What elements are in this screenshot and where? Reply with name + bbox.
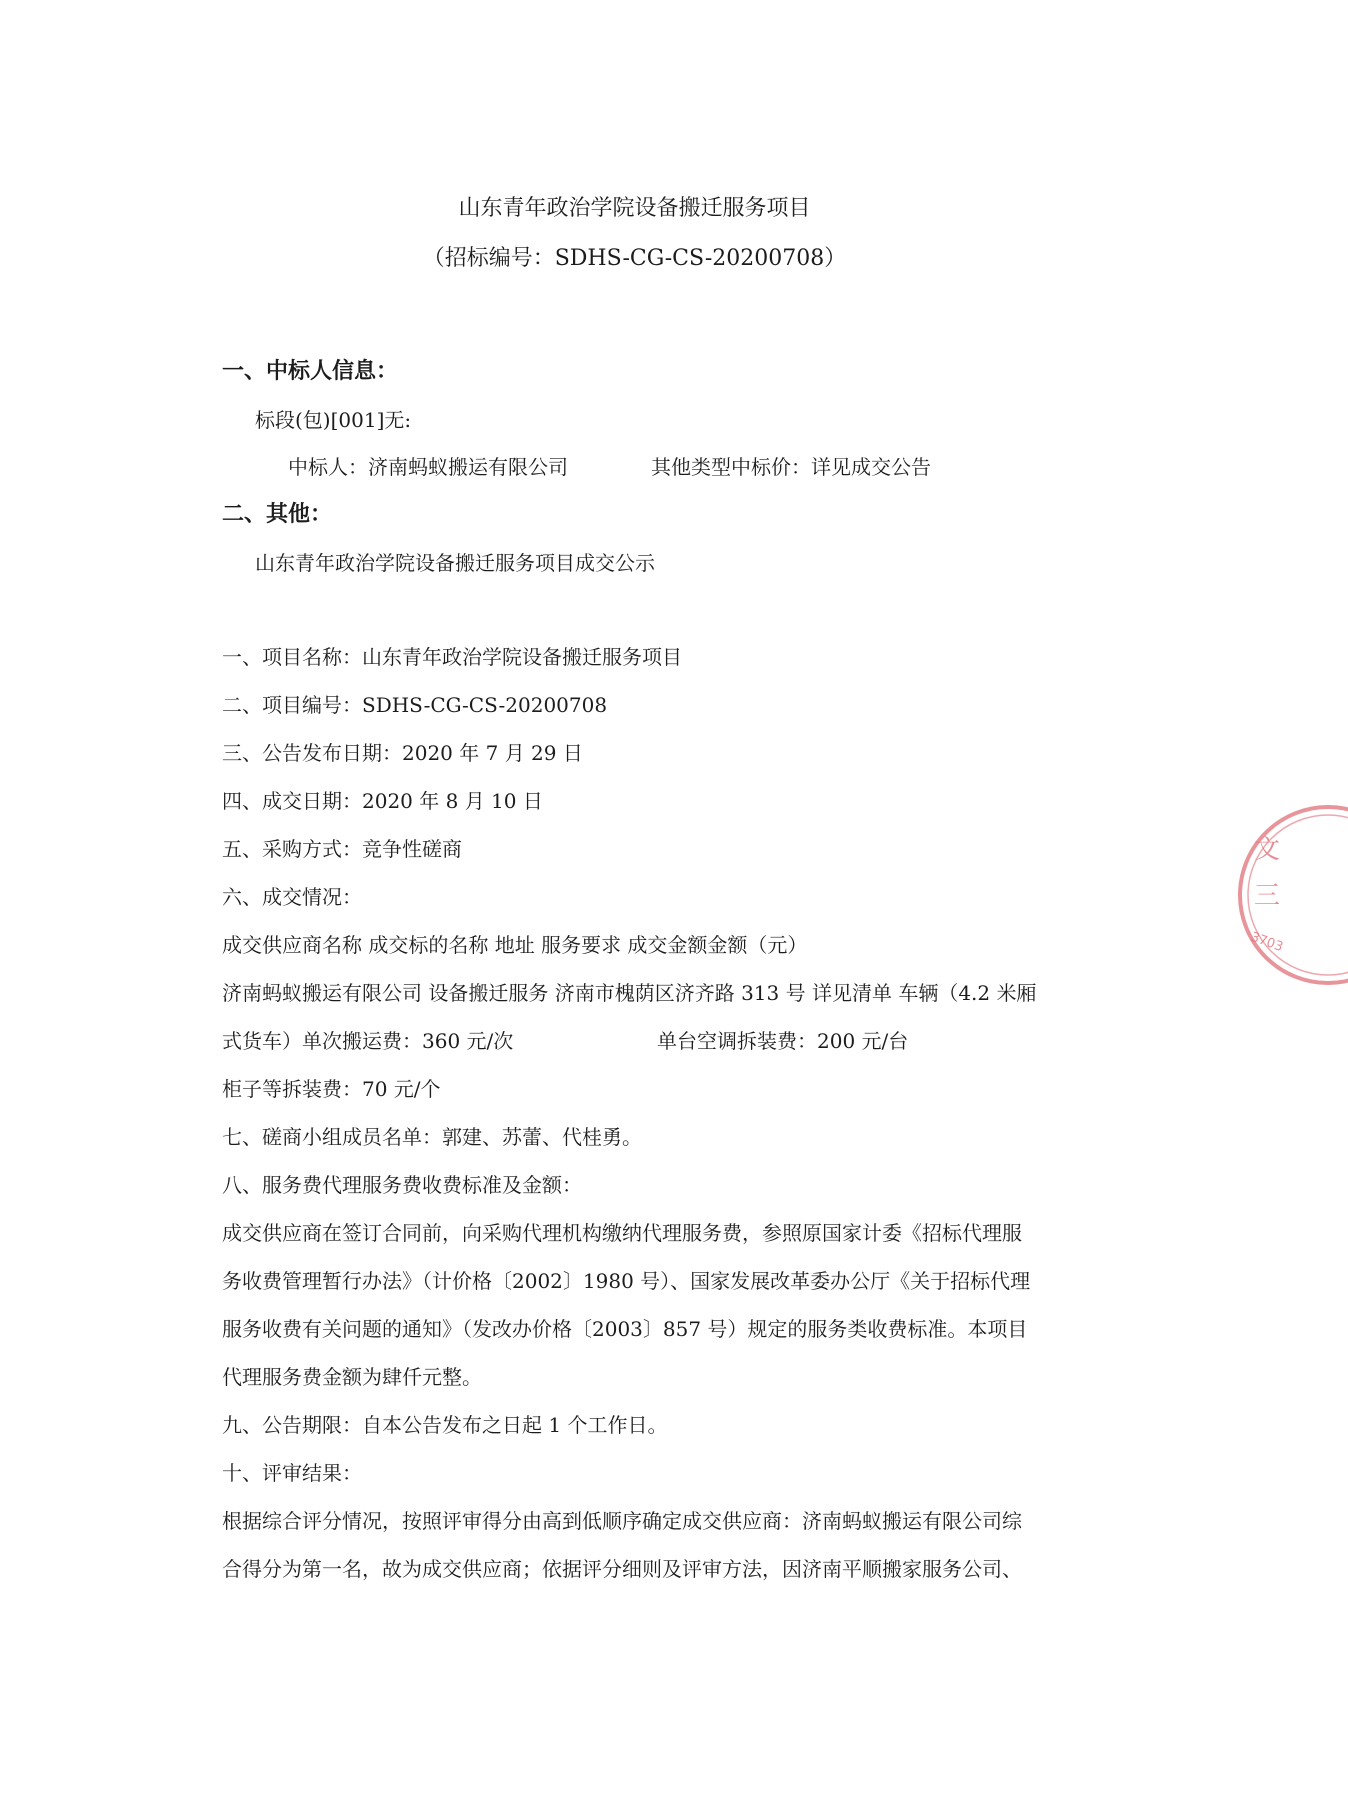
- item-1: 一、项目名称：山东青年政治学院设备搬迁服务项目: [222, 645, 682, 669]
- deal-row-line2-b: 单台空调拆装费：200 元/台: [657, 1029, 909, 1053]
- section1-heading: 一、中标人信息：: [222, 359, 399, 384]
- item-7: 七、磋商小组成员名单：郭建、苏蕾、代桂勇。: [222, 1125, 642, 1149]
- item-3: 三、公告发布日期：2020 年 7 月 29 日: [222, 741, 583, 765]
- price-line: 其他类型中标价：详见成交公告: [651, 455, 931, 479]
- item-10-line: 根据综合评分情况，按照评审得分由高到低顺序确定成交供应商：济南蚂蚁搬运有限公司综: [222, 1509, 1022, 1533]
- item-2: 二、项目编号：SDHS-CG-CS-20200708: [222, 693, 608, 717]
- stamp-code: 3703: [1248, 929, 1285, 956]
- deal-row-line1: 济南蚂蚁搬运有限公司 设备搬迁服务 济南市槐荫区济齐路 313 号 详见清单 车辆（4.2 米厢: [222, 981, 1037, 1005]
- document-subtitle: （招标编号：SDHS-CG-CS-20200708）: [422, 246, 847, 271]
- notice-title: 山东青年政治学院设备搬迁服务项目成交公示: [255, 551, 655, 575]
- deal-header: 成交供应商名称 成交标的名称 地址 服务要求 成交金额金额（元）: [222, 933, 808, 957]
- document-title: 山东青年政治学院设备搬迁服务项目: [458, 196, 811, 221]
- item-8-heading: 八、服务费代理服务费收费标准及金额：: [222, 1173, 582, 1197]
- deal-row-line2-a: 式货车）单次搬运费：360 元/次: [222, 1029, 514, 1053]
- item-10-line: 合得分为第一名，故为成交供应商；依据评分细则及评审方法，因济南平顺搬家服务公司、: [222, 1557, 1022, 1581]
- item-5: 五、采购方式：竞争性磋商: [222, 837, 462, 861]
- item-8-line: 代理服务费金额为肆仟元整。: [222, 1365, 482, 1389]
- winner-line: 中标人：济南蚂蚁搬运有限公司: [288, 455, 568, 479]
- item-10-heading: 十、评审结果：: [222, 1461, 362, 1485]
- item-8-line: 成交供应商在签订合同前，向采购代理机构缴纳代理服务费，参照原国家计委《招标代理服: [222, 1221, 1022, 1245]
- item-8-line: 服务收费有关问题的通知》（发改办价格〔2003〕857 号）规定的服务类收费标准。本项目: [222, 1317, 1028, 1341]
- section2-heading: 二、其他：: [222, 502, 333, 527]
- item-4: 四、成交日期：2020 年 8 月 10 日: [222, 789, 543, 813]
- deal-row-line3: 柜子等拆装费：70 元/个: [222, 1077, 441, 1101]
- official-seal-stamp: [1228, 800, 1348, 990]
- lot-line: 标段(包)[001]无:: [255, 408, 412, 432]
- item-8-line: 务收费管理暂行办法》（计价格〔2002〕1980 号）、国家发展改革委办公厅《关于招标代理: [222, 1269, 1031, 1293]
- stamp-char-top: 文: [1254, 835, 1281, 865]
- item-9: 九、公告期限：自本公告发布之日起 1 个工作日。: [222, 1413, 668, 1437]
- stamp-char-mid: 三: [1254, 881, 1281, 911]
- item-6: 六、成交情况：: [222, 885, 362, 909]
